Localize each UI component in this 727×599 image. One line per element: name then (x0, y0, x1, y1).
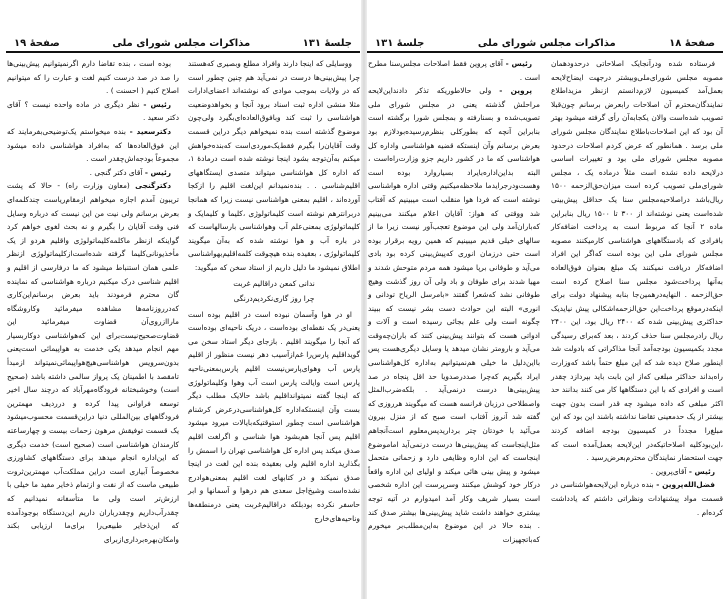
speaker-name: دکترسعید - (129, 126, 171, 136)
speaker-name: پروین - (499, 86, 532, 96)
session-number: جلسهٔ ۱۳۱ (375, 38, 425, 49)
paragraph (188, 308, 360, 526)
paragraph (551, 57, 723, 465)
paragraph-text: او در هوا وآسمان نبوده است در اقلیم بوده است یعنی‌در یک نقطه‌ای بوده‌است ، دریک ناحیه‌ای بوده‌است که آنجا را میگویند اقلیم . بازجای دیگر استاد سخن می گوید‌اقلیم پارس‌را غم‌ازآسیب دهر نیست منظور از اقلیم پارس آب وهوای‌پارس‌نیست اقلیم پارس‌بمعنی‌ناحیه پارس است وایالت پارس است آب وهوا وکلیماتولوژی که اینجا گفته نمیتوانداقلیم باشد حالایک مطلب دیگر بست وآن اینستکه‌اداره کل‌هواشناسی‌درعرض کرشنام هواشناسی است چطور استوقتیکه‌بایالات میرود میشود اقلیم پس آنجا هم‌بشود هوا شناسی و اگرلغت اقلیم صدق میکند پس اداره کل هواشناسی تهران را اسمش را بگذارید اداره اقلیم ولی بعقیده بنده این لغت در اینجا صدق نمیکند و در کتابهای لغت اقلیم بمعنی‌هوادرج نشده‌است وشیخ‌اجل سعدی هم درهوا و آسمانها و ابر حاسفر نکرده بودبلکه دراقالیم‌غربت یعنی درمنطقه‌ها وناحیه‌های‌خارج (188, 309, 360, 523)
speaker-name: رئیس - (505, 59, 533, 68)
paragraph-text: بنده درباره این‌لایحه‌هواشناسی در قسمت مواد پیشنهادات ونظراتی داشتم که یادداشت کرده‌ام . (551, 480, 723, 517)
paragraph-text: بوده است ، بنده تقاضا دارم اگرنمیتوانیم پیش‌بینی‌ها را صد در صد درست کنیم لغت و عبارت را که میتوانیم اصلاح کنیم ( احسنت ) . (7, 59, 179, 96)
page-number: صفحهٔ ۱۹ (14, 38, 60, 49)
paragraph (7, 166, 179, 180)
header-rule (367, 51, 723, 53)
paragraph (7, 125, 179, 166)
paragraph-text: فرستاده شده ودرآنجایک اصلاحاتی درحدودهمان مصوبه مجلس شورای‌ملی‌وبیشتر درجهت ایضاح‌لایحه بعمل‌آمد کمیسیون لازم‌دانستم ازنظر مزیداطلاع نمایندگان‌محترم آن اصلاحات رابعرض برسانم چون‌قبلا تصویب شده‌است والان یکجابه‌آن رأی گرفته میشود بهتر آن بود که این اصلاحات‌باطلاع نمایندگان مجلس شورای ملی برسد . همانطور که عرض کردم اصلاحات درحدود مصوبه مجلس شورای ملی بود و تغییرات اساسی درلایحه داده نشده است مثلاً درماده یک ، مجلس شورای‌ملی تصویب کرده است میزان‌حق‌الزحمه ۱۵۰۰ ریال‌باشد دراصلاحیه‌مجلس سنا یک حداقل پیش‌بینی شده‌است یعنی نوشته‌اند از ۳۰۰ تا ۱۵۰۰ ریال بنابراین ماده ۲ آنجا که مربوط است به پرداخت اضافه‌کار بافرادی که بادستگاههای هواشناسی کارمیکنند مصوبه مجلس شورای ملی این بوده است که‌اگر این افراد اضافه‌کار دریافت نمیکنند یک مبلغ بعنوان فوق‌العاده به‌آنها پرداخت‌شود مجلس سنا اصلاح کرده است حق‌الزحمه . النهایه‌درهمین‌جا بنابه پیشنهاد دولت برای اینکه‌درموقع پرداخت‌این حق‌الزحمه‌اشکالی پیش نیاید‌یک حداکثری پیش‌بینی شده که ۲۴۰۰ ریال بود، این ۲۴۰۰ ریال رادرمجلس سنا حذف کردند ، بعد که‌برای رسیدگی مجدد بکمیسیون بودجه‌آمد آنجا مذاکراتی که بادولت شد اینطور صلاح دیده شد که این مبلغ حتماً باشد که‌وزارت راه‌بداند حداکثر مبلغی که‌از این بابت باید بپردازد چقدر است و افرادی که با این دستگاهها کار می کنند بدانند حد اکثر مبلغی که داده میشود چه قدر است بدون جهت بیشتر از یک حدمعینی تقاضا نداشته باشند این بود که این مبلغ‌را مجدداً در کمیسیون بودجه اضافه کردند ،این‌بودکلیه اصلاحاتیکه‌در این‌لایحه بعمل‌آمده است که جهت استحضار نمایندگان محترم‌بعرض‌رسید . (551, 59, 724, 463)
paragraph-text: ووسایلی که اینجا دارند وافراد مطلع وبصیری که‌هستند چرا پیش‌بینی‌ها درست در نمی‌آید هم چنین چطور است که در ولایات بموجب موادی که نوشته‌اند اعضای‌ادارات مثلا منشی اداره ثبت اسناد برود آنجا و بخواهدوضعیت هواشناسی را ثبت کند وبافوق‌العاده‌ای‌بگیرد ولی‌چون موضوع گذشته است بنده نمیخواهم دیگر دراین قسمت وقت آقایان‌را بگیرم فقط‌یک‌موردی‌است که‌بنده‌خواهش میکنم به‌آن‌توجه بشود اینجا نوشته شده است درمادهٔ ۱، که اداره کل هواشناسی میتواند متصدی ایستگاههای اقلیم‌شناسی . . بنده‌نمیدانم این‌لغت اقلیم را ازکجا آورده‌اند ، اقلیم بمعنی هواشناسی نیست زیرا که همانجا دربرانترهم نوشته است کلیماتولوژی ،کلیما و کلیمایک و کلیماتولوژی بمعنی‌علم آب وهواشناسی بارسالهاست که در باره آب و هوا نوشته شده که به‌آن میگویند کلیماتولوژی ، بعقیده بنده هیچوقت کلمه‌اقلیم‌بهواشناسی اطلاق نمیشود ما دلیل داریم از استاد سخن که میگوید: (188, 59, 360, 272)
book-gutter (361, 0, 367, 599)
session-number: جلسهٔ ۱۳۱ (302, 38, 352, 49)
paragraph (7, 57, 179, 98)
paragraph (368, 84, 540, 546)
paragraph (368, 57, 540, 84)
publication-title: مذاکرات مجلس شورای ملی (477, 38, 616, 49)
paragraph-text: آقای دکتر گنجی . (89, 167, 143, 177)
speaker-name: رئیس - (144, 167, 171, 177)
paragraph-text: نظر دیگری در ماده واحده نیست ؟ آقای دکتر سعید . (7, 99, 179, 123)
paragraph (551, 478, 723, 519)
text-column-left (7, 57, 179, 546)
paragraph (7, 179, 179, 546)
speaker-name: رئیس - (143, 99, 171, 109)
paragraph-text: (معاون وزارت راه) - حالا که پشت تریبون آمدم اجازه میخواهم ازمقام‌ریاست چندکلمه‌ای بعرض برسانم ولی نیت من این نیست که درباره وسایل فنی وقت آقایان را بگیرم و نه بحث لغوی خواهم کرد گواینکه ازنظر ماکلمه‌کلیماتولوژی واقلیم هردو از یک مأخذیونانی‌کلیما گرفته شده‌است‌ازکلیماتولوژی ازنظر علمی همان استنباط میشود که ما درفارسی از اقلیم و اقلیم شناسی درک میکنیم درباره هواشناسی که نماینده گان محترم فرمودند باید بعرض برسانم‌این‌کاری که‌درروزنامه‌ها مشاهده میفرمائید وکاروشگاه ماراازروی‌آن قضاوت میفرمائید این قضاوت‌صحیح‌نیست‌برای این که‌هواشناسی دوکاربسیار مهم انجام میدهد یکی خدمت به هواپیمائی است‌یعنی بدون‌سرویس هواشناسی‌هیچ‌هواپیمائی‌نمیتواند ازمبدأ تامقصد با اطمینان یک پرواز سالمی داشته باشد (صحیح است) وخوشبختانه فرودگاه‌مهرآباد که درچند سال اخیر توسعه فراوانی پیدا کرده و درردیف مهمترین فرودگاههای بین‌المللی دنیا دراین‌قسمت محسوب‌میشود یک قسمت توفیقش مرهون زحمات بیست و چهارساعته کارمندان هواشناسی است (صحیح است) خدمت دیگری که این‌اداره انجام میدهد برای دستگاههای کشاورزی مخصوصاً آبیاری است دراین مملکت‌آب مهمترین‌ثروت طبیعی ماست که از نفت و ازتمام ذخایر مفید ما خیلی با ارزش‌تر است ولی ما متأسفانه نمیدانیم که چقدرآب‌داریم وچقدرباران داریم این‌دستگاه بوجودآمده که این‌ذخایر طبیعی‌را برای‌ما ارزیابی بکند وامکان‌بهره‌برداری‌ازبرای (7, 181, 179, 544)
text-column-right (551, 57, 723, 519)
paragraph-text: ولی حالاطوریکه تذکر دادنداین‌لایحه مراحلش گذشته یعنی در مجلس شورای ملی تصویب‌شده و بسنارفته و بمجلس شورا برگشته است بنابراین آنچه که بطورکلی بنظرم‌رسیده‌بودلازم بود بعرض برسانم وآن اینستکه قضیه هواشناسی واداره کل هواشناسی که ما در کشور داریم جزو وزارت‌راه‌است ، البته بداین‌اداره‌بایراد بسیاروارد بوده است وهست‌ودرجرایدما ملاحظه‌میکنیم وقتی اداره هواشناسی نوشته است که فردا هوا منقلب است میبینیم که آفتاب شد ووقتی که هواز: آقایان اعلام میکنند می‌بینیم که‌باران‌آمد ولی این موضوع تعجب‌آور نیست زیرا ما از سالهای خیلی قدیم میبینیم که همین رویه برقرار بوده است حتی درزمان انوری که‌پیش‌بینی کرده بود بادی می‌آید و طوفانی برپا میشود همه مردم متوحش شدند و مهیا شدند برای طوفان و باد ولی آن روز گذشت وهیچ طوفانی نشد که‌شعرا گفتند «بامرسل الریاح تودانی و انوری» البته این حوادث دست بشر نیست که ببیند چگونه است ولی علم بجائی رسیده است و آلات و ادواتی هست که بتوانند پیش‌بینی کنند که باران‌چه‌وقت می‌آید و بارومتر نشان میدهد یا وسایل دیگری‌هست پس بااین‌دلیل ما خیلی هم‌نمیتوانیم به‌اداره کل‌هواشناسی ایراد بگیریم که‌چرا صددرصدویا حد اقل پنجاه در صد پیش‌بینی‌ها درست درنمی‌آید . بلکه‌ضرب‌المثل واصطلاحی درزبان فرانسه هست که میگویند هرروزی که گفته شد آنروز آفتاب است صبح که از منزل بیرون می‌آئید با خودتان چتر برداریدپس‌معلوم است‌آنجاهم مثل‌اینجاست که پیش‌بینی‌ها درست درنمی‌آید اماموضوع اینجاست که این اداره وظایفی دارد و زحماتی متحمل میشود و پیش بینی هائی میکند و اولیای این اداره واقعاً درکار خود کوشش میکنند وسرپرست این اداره شخصی است بسیار شریف وکار آمد امیدوارم در آتیه توجه بیشتری خواهند داشت شاید پیش‌بینی‌ها بیشتر صدق کند . بنده حالا در این موضوع به‌این‌مطلب‌بر میخورم که‌باتجهیزات (368, 86, 540, 544)
text-column-right (188, 57, 360, 525)
speaker-name: رئیس - (688, 466, 715, 476)
speaker-name: فضل‌الله‌پروین - (656, 480, 715, 490)
paragraph (551, 465, 723, 479)
speaker-name: دکترگنجی (135, 181, 171, 191)
paragraph (188, 57, 360, 275)
page-header (6, 35, 360, 49)
poem-verse: ندانی کمعن دراقالیم غربت (233, 278, 315, 288)
text-column-left (368, 57, 540, 546)
paragraph-text: آقای‌پروین . (650, 466, 687, 476)
paragraph-text: بنده میخواستم یک‌توضیحی‌بفرمایند که این فوق‌العاده‌ها که به‌افراد هواشناسی داده میشود مجموعاً بودجه‌اش‌چقدر است . (7, 126, 179, 164)
paragraph-text: آقای پروین فقط اصلاحات مجلس‌سنا مطرح است . (368, 59, 540, 82)
paragraph (7, 98, 179, 125)
poem-verse: چرا روز گاری‌نکردیم‌درنگی (233, 294, 315, 304)
page-header (367, 35, 723, 49)
publication-title: مذاکرات مجلس شورای ملی (112, 38, 251, 49)
header-rule (6, 51, 360, 53)
page-number: صفحهٔ ۱۸ (669, 38, 715, 49)
